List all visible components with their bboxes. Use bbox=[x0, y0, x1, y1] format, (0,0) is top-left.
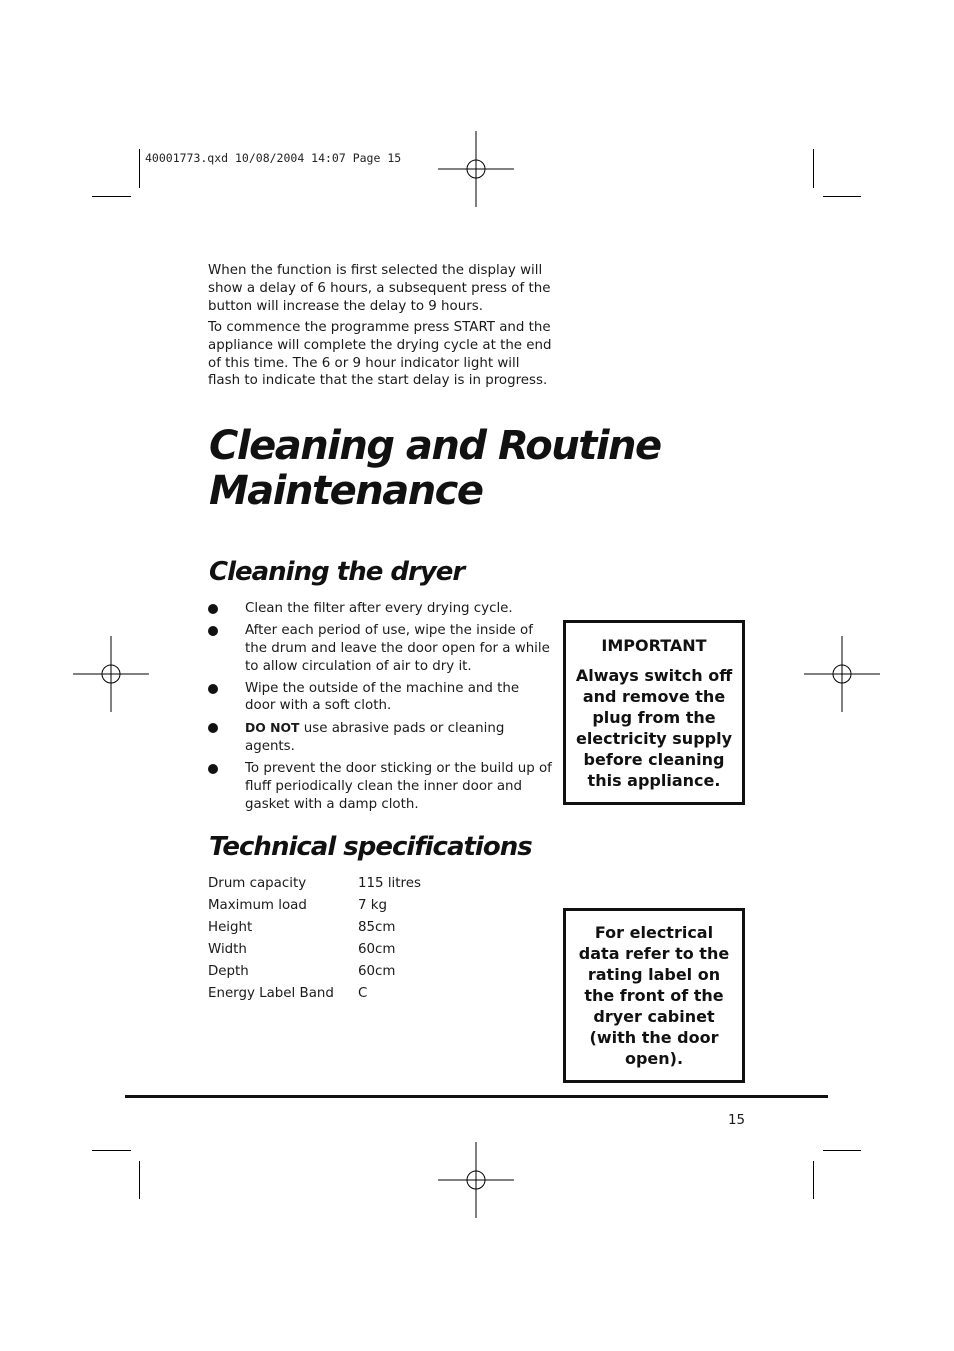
registration-mark-right bbox=[804, 636, 880, 712]
crop-mark bbox=[139, 1161, 140, 1199]
table-row: Depth 60cm bbox=[208, 964, 396, 979]
table-row: Energy Label Band C bbox=[208, 986, 368, 1001]
cleaning-heading: Cleaning the dryer bbox=[209, 557, 465, 587]
important-text: Always switch off and remove the plug from the electricity supply before cleaning this appliance. bbox=[575, 666, 733, 790]
table-row: Width 60cm bbox=[208, 942, 396, 957]
list-item: DO NOT use abrasive pads or cleaning agents. bbox=[208, 719, 553, 756]
crop-mark bbox=[823, 196, 861, 197]
list-item: After each period of use, wipe the inside of the drum and leave the door open for a while to allow circulation of air to dry it. bbox=[208, 622, 553, 675]
crop-mark bbox=[139, 149, 140, 188]
intro-paragraph-delay: When the function is first selected the display will show a delay of 6 hours, a subsequent press of the button will increase the delay to 9 hours. bbox=[208, 263, 551, 314]
crop-mark bbox=[92, 196, 131, 197]
electrical-data-box bbox=[563, 908, 745, 1083]
bullet-icon bbox=[208, 723, 218, 733]
tech-specs-heading: Technical specifications bbox=[209, 832, 532, 862]
list-item: Wipe the outside of the machine and the door with a soft cloth. bbox=[208, 680, 553, 716]
important-title: IMPORTANT bbox=[601, 636, 707, 655]
tech-specs-table bbox=[208, 876, 421, 1008]
table-row: Height 85cm bbox=[208, 920, 396, 935]
list-item: To prevent the door sticking or the build up of fluff periodically clean the inner door and gasket with a damp cloth. bbox=[208, 760, 553, 813]
page-title bbox=[209, 424, 769, 514]
registration-mark-left bbox=[73, 636, 149, 712]
crop-mark bbox=[92, 1150, 131, 1151]
footer-rule bbox=[125, 1095, 828, 1098]
bullet-icon bbox=[208, 684, 218, 694]
electrical-data-text: For electrical data refer to the rating label on the front of the dryer cabinet (with the door open). bbox=[578, 923, 730, 1068]
intro-paragraph-start: To commence the programme press START and the appliance will complete the drying cycle at the end of this time. The 6 or 9 hour indicator light will flash to indicate that the start delay is in progress. bbox=[208, 320, 552, 389]
registration-mark-top bbox=[438, 131, 514, 207]
list-item: Clean the filter after every drying cycle. bbox=[208, 600, 553, 618]
crop-mark bbox=[823, 1150, 861, 1151]
important-warning-box bbox=[563, 620, 745, 805]
crop-mark bbox=[813, 149, 814, 188]
page-title-line-2: Maintenance bbox=[209, 468, 483, 514]
cleaning-list bbox=[208, 600, 553, 818]
table-row: Drum capacity 115 litres bbox=[208, 876, 421, 891]
bullet-icon bbox=[208, 604, 218, 614]
page-number: 15 bbox=[728, 1113, 746, 1128]
bullet-icon bbox=[208, 764, 218, 774]
table-row: Maximum load 7 kg bbox=[208, 898, 388, 913]
page-title-line-1: Cleaning and Routine bbox=[209, 423, 661, 469]
bullet-icon bbox=[208, 626, 218, 636]
print-slug: 40001773.qxd 10/08/2004 14:07 Page 15 bbox=[145, 151, 402, 165]
do-not-emphasis: DO NOT bbox=[245, 720, 300, 736]
registration-mark-bottom bbox=[438, 1142, 514, 1218]
crop-mark bbox=[813, 1161, 814, 1199]
